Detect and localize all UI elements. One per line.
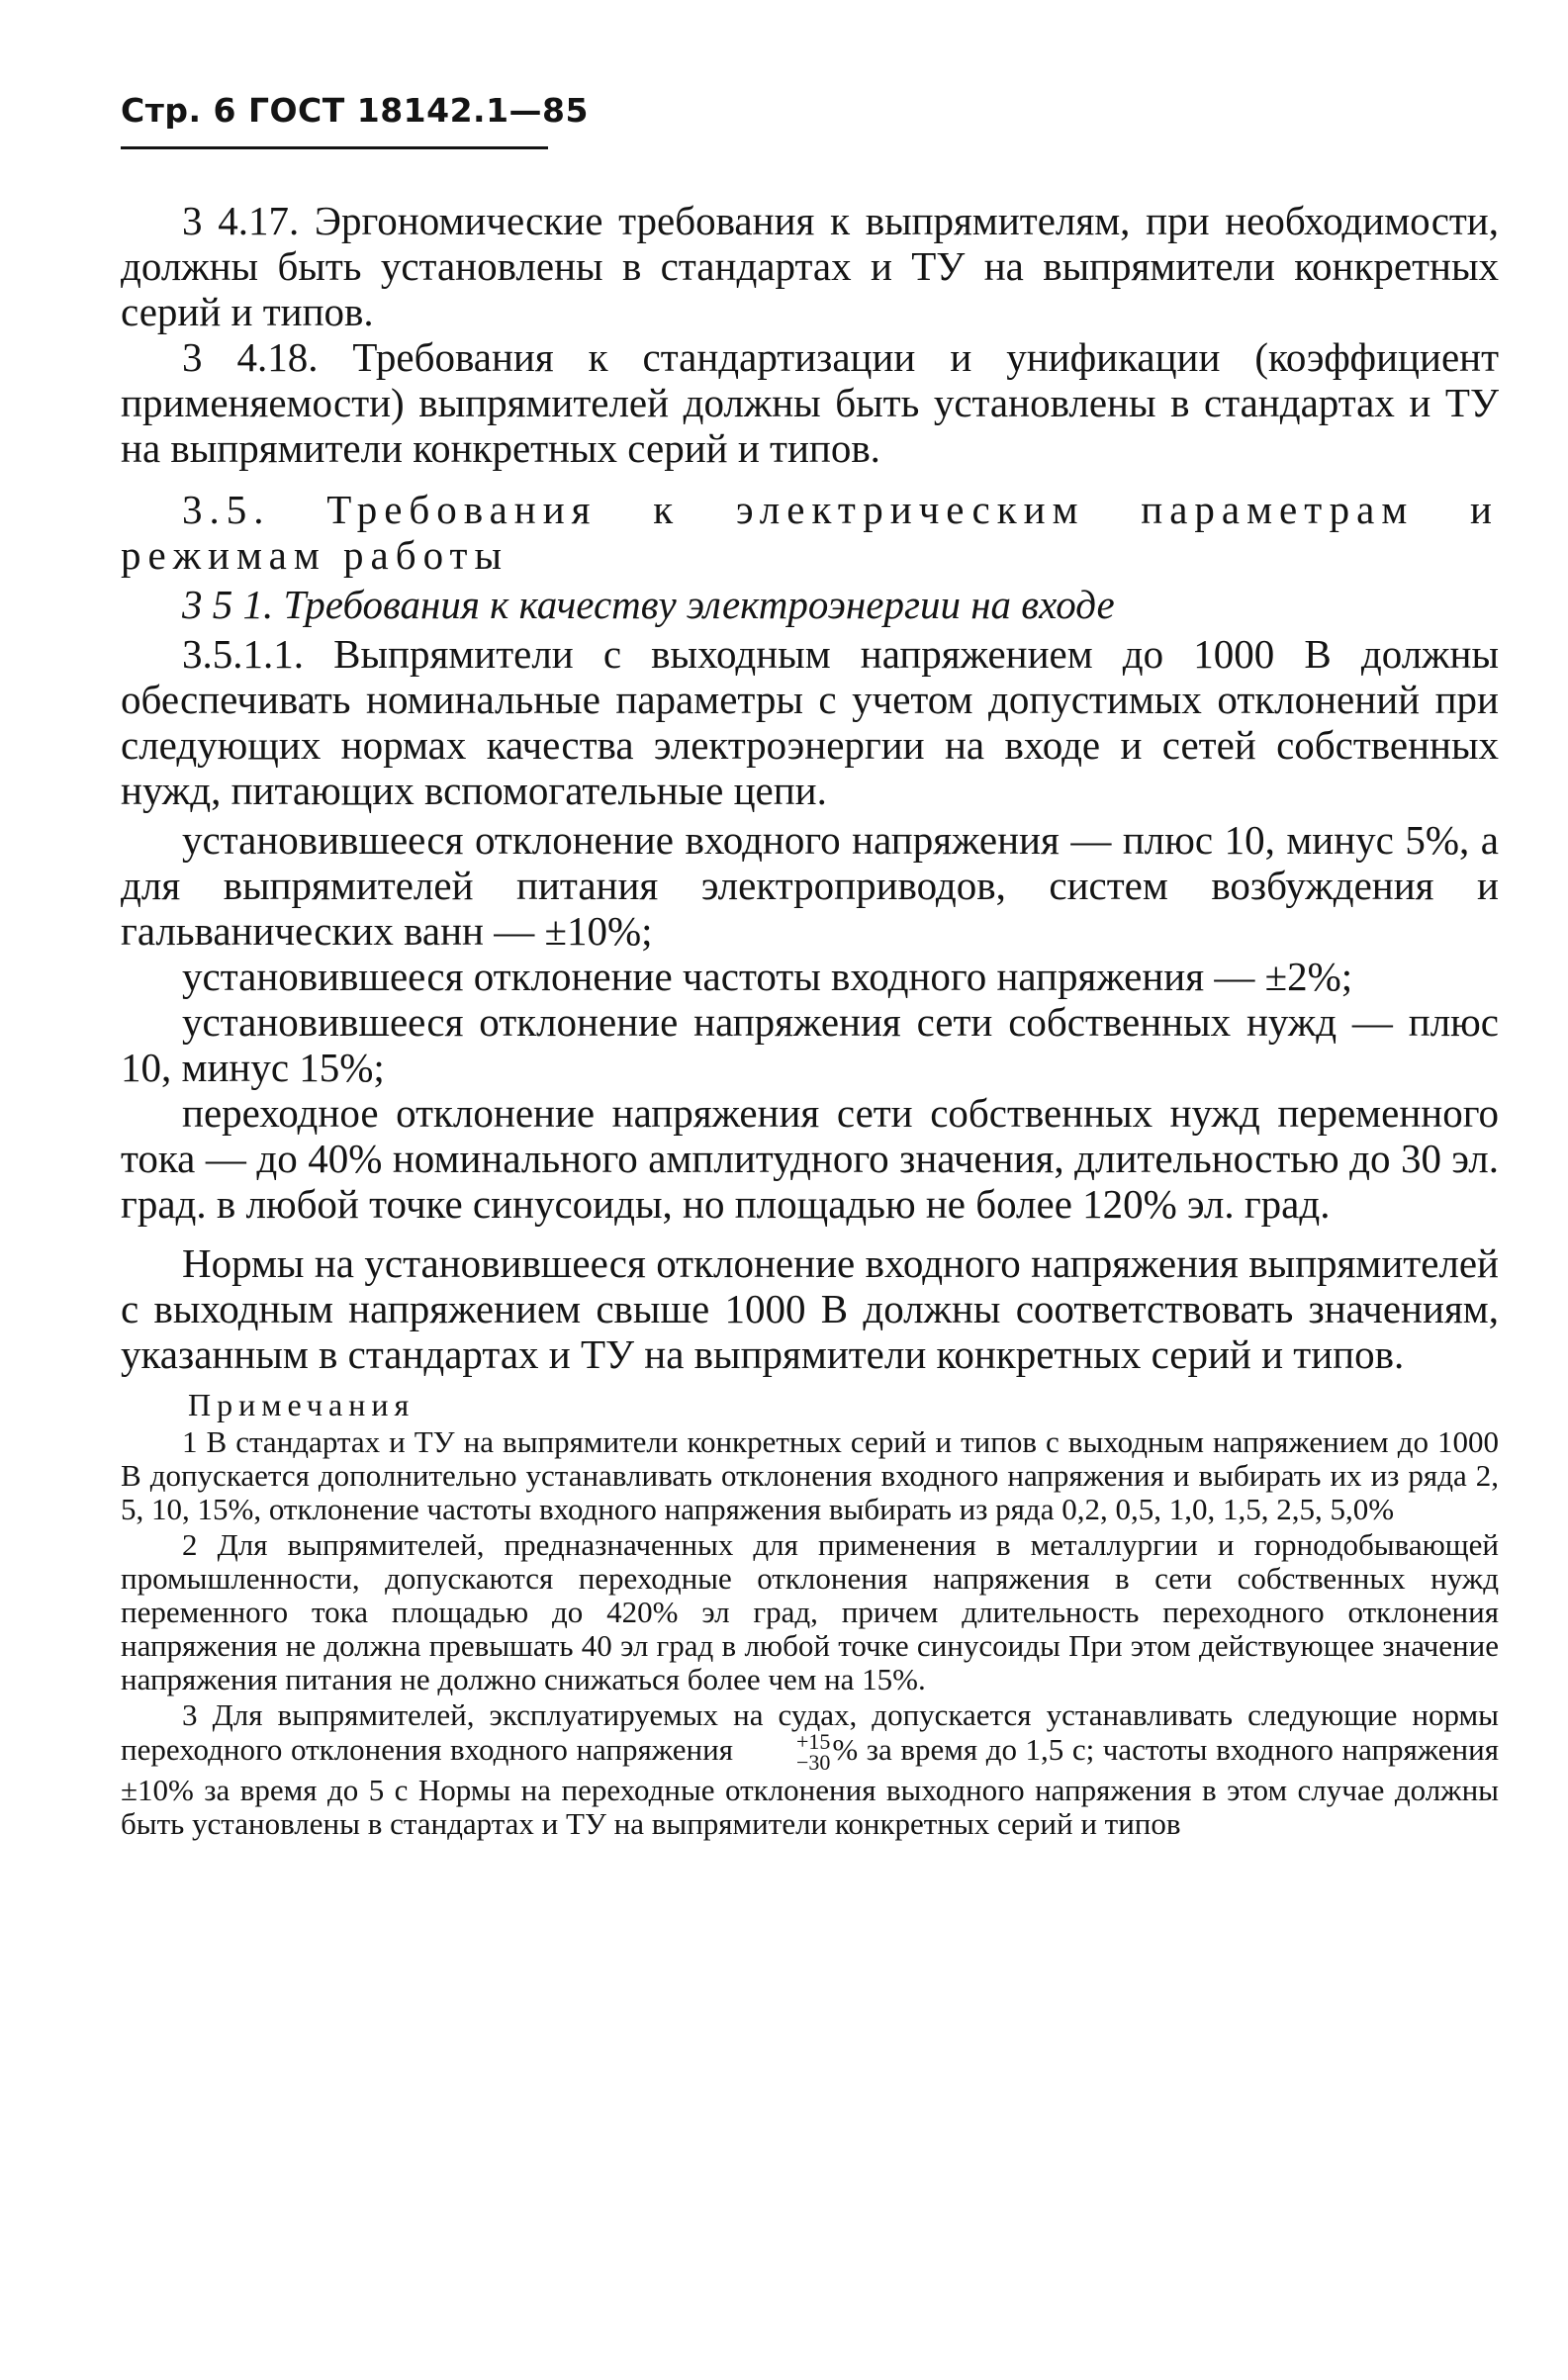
list-item: переходное отклонение напряжения сети собственных нужд переменного тока — до 40% номинального амплитудного значения, длительностью до 30 эл. град. в любой точке синусоиды, но площадью не более 120% эл. град. <box>121 1090 1499 1227</box>
list-item: установившееся отклонение частоты входного напряжения — ±2%; <box>182 954 1353 999</box>
section-heading-3-5: 3.5. Требования к электрическим параметрам и режимам работы <box>121 487 1499 578</box>
note-2: 2 Для выпрямителей, предназначенных для применения в металлургии и горнодобывающей промышленности, допускаются переходные отклонения напряжения в сети собственных нужд переменного тока площадью до 420% эл град, причем длительность переходного отклонения напряжения не должна превышать 40 эл град в любой точке синусоиды При этом действующее значение напряжения питания не должно снижаться более чем на 15%. <box>121 1527 1499 1696</box>
tolerance-lower: −30 <box>795 1749 831 1775</box>
paragraph-norms: Нормы на установившееся отклонение входного напряжения выпрямителей с выходным напряжением свыше 1000 В должны соответствовать значениям, указанным в стандартах и ТУ на выпрямители конкретных серий и типов. <box>121 1240 1499 1377</box>
paragraph-3-4-18: 3 4.18. Требования к стандартизации и унификации (коэффициент применяемости) выпрямителей должны быть установлены в стандартах и ТУ на выпрямители конкретных серий и типов. <box>121 334 1499 471</box>
note-3 <box>121 1698 1499 1841</box>
list-item: установившееся отклонение напряжения сети собственных нужд — плюс 10, минус 15%; <box>121 999 1499 1090</box>
note-3-text-start: 3 Для выпрямителей, эксплуатируемых на судах, допускается устанавливать следующие нормы переходного отклонения входного напряжения <box>121 1697 1499 1767</box>
note-1: 1 В стандартах и ТУ на выпрямители конкретных серий и типов с выходным напряжением до 1000 В допускается дополнительно устанавливать отклонения входного напряжения и выбирать их из ряда 2, 5, 10, 15%, отклонение частоты входного напряжения выбирать из ряда 0,2, 0,5, 1,0, 1,5, 2,5, 5,0% <box>121 1424 1499 1526</box>
header-underline <box>121 146 548 149</box>
page-header: Стр. 6 ГОСТ 18142.1—85 <box>121 91 589 130</box>
tolerance-upper: +15 <box>795 1729 831 1754</box>
subsection-heading-3-5-1: 3 5 1. Требования к качеству электроэнергии на входе <box>182 582 1115 627</box>
tolerance-superscript-subscript <box>735 1729 831 1775</box>
paragraph-3-4-17: 3 4.17. Эргономические требования к выпрямителям, при необходимости, должны быть установлены в стандартах и ТУ на выпрямители конкретных серий и типов. <box>121 198 1499 334</box>
notes-heading: Примечания <box>188 1387 415 1422</box>
document-body <box>121 198 1499 1841</box>
note-3-text-end: % за время до 1,5 с; частоты входного напряжения ±10% за время до 5 с Нормы на переходные отклонения выходного напряжения в этом случае должны быть установлены в стандартах и ТУ на выпрямители конкретных серий и типов <box>121 1732 1499 1841</box>
paragraph-3-5-1-1: 3.5.1.1. Выпрямители с выходным напряжением до 1000 В должны обеспечивать номинальные параметры с учетом допустимых отклонений при следующих нормах качества электроэнергии на входе и сетей собственных нужд, питающих вспомогательные цепи. <box>121 631 1499 813</box>
list-item: установившееся отклонение входного напряжения — плюс 10, минус 5%, а для выпрямителей питания электроприводов, систем возбуждения и гальванических ванн — ±10%; <box>121 817 1499 954</box>
